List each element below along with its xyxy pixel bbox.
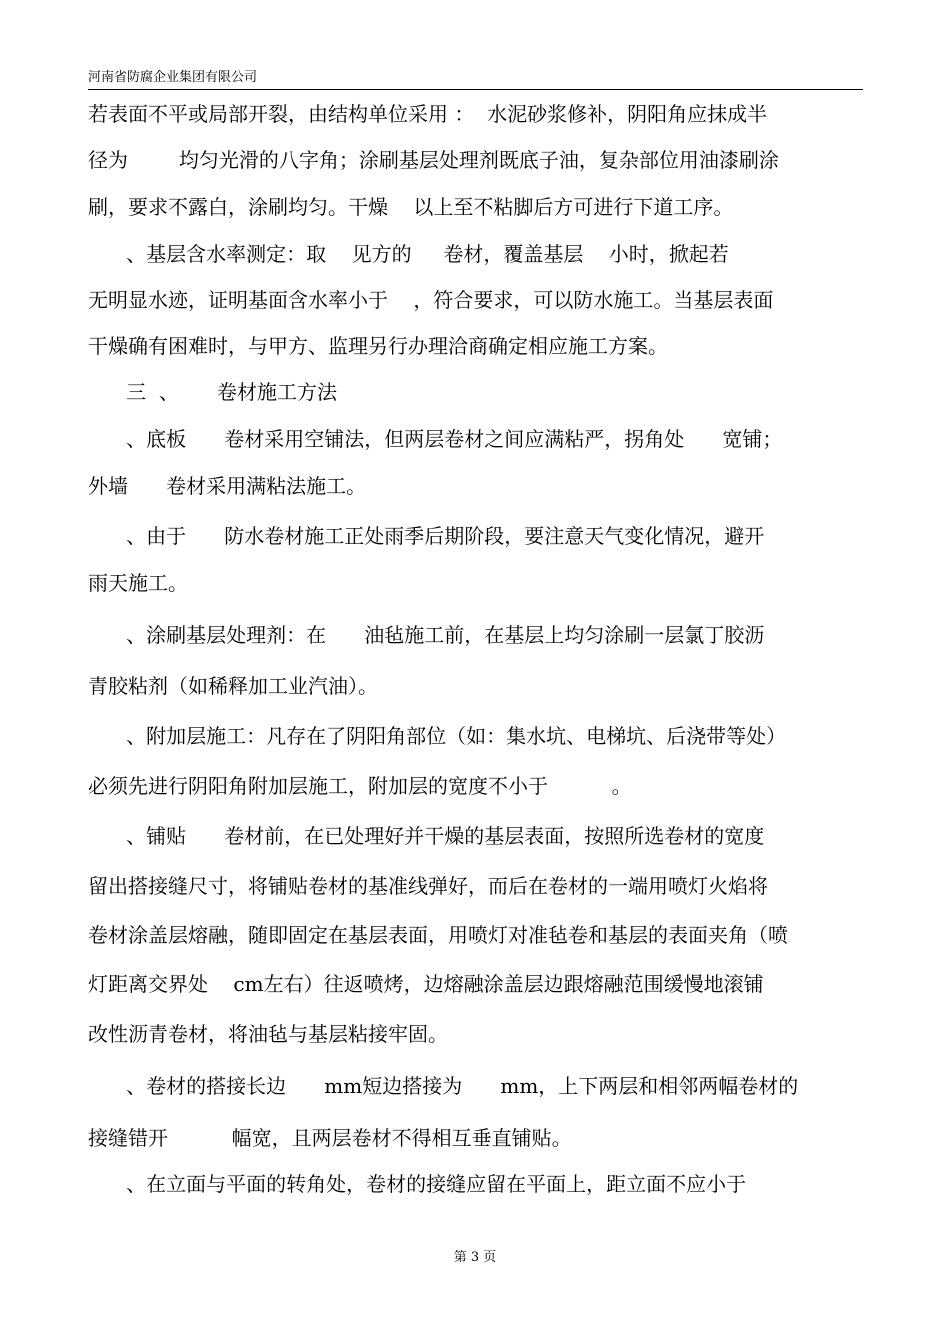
body-line: 干燥确有困难时，与甲方、监理另行办理洽商确定相应施工方案。 — [88, 334, 668, 358]
body-line: 必须先进行阴阳角附加层施工，附加层的宽度不小于 。 — [88, 774, 632, 798]
page-header-company: 河南省防腐企业集团有限公司 — [88, 70, 258, 85]
body-line: 、铺贴 卷材前，在已处理好并干燥的基层表面，按照所选卷材的宽度 — [88, 824, 765, 848]
body-line: 径为 均匀光滑的八字角；涂刷基层处理剂既底子油，复杂部位用油漆刷涂 — [88, 148, 779, 172]
body-line: 改性沥青卷材，将油毡与基层粘接牢固。 — [88, 1022, 448, 1046]
body-line: 外墙 卷材采用满粘法施工。 — [88, 474, 367, 498]
body-line: 、卷材的搭接长边 mm短边搭接为 mm，上下两层和相邻两幅卷材的 — [88, 1074, 799, 1098]
body-line: 、涂刷基层处理剂：在 油毡施工前，在基层上均匀涂刷一层氯丁胶沥 — [88, 623, 765, 647]
body-line: 留出搭接缝尺寸，将铺贴卷材的基准线弹好，而后在卷材的一端用喷灯火焰将 — [88, 874, 768, 898]
body-line: 、基层含水率测定：取 见方的 卷材，覆盖基层 小时，掀起若 — [88, 242, 729, 266]
body-line: 卷材涂盖层熔融，随即固定在基层表面，用喷灯对准毡卷和基层的表面夹角（喷 — [88, 923, 788, 947]
body-line: 接缝错开 幅宽，且两层卷材不得相互垂直铺贴。 — [88, 1126, 572, 1150]
body-line: 、在立面与平面的转角处，卷材的接缝应留在平面上，距立面不应小于 — [88, 1172, 747, 1196]
body-line: 灯距离交界处 cm左右）往返喷烤，边熔融涂盖层边跟熔融范围缓慢地滚铺 — [88, 972, 764, 996]
section-heading: 三 、 卷材施工方法 — [88, 380, 338, 404]
body-line: 无明显水迹，证明基面含水率小于 ，符合要求，可以防水施工。当基层表面 — [88, 288, 774, 312]
body-line: 刷，要求不露白，涂刷均匀。干燥 以上至不粘脚后方可进行下道工序。 — [88, 195, 734, 219]
page-number: 第 3 页 — [453, 1250, 497, 1265]
header-divider — [88, 89, 863, 90]
body-line: 青胶粘剂（如稀释加工业汽油）。 — [88, 674, 378, 698]
body-line: 、底板 卷材采用空铺法，但两层卷材之间应满粘严，拐角处 宽铺； — [88, 427, 783, 451]
body-line: 若表面不平或局部开裂，由结构单位采用 ： 水泥砂浆修补，阴阳角应抹成半 — [88, 102, 768, 126]
body-line: 、附加层施工：凡存在了阴阳角部位（如：集水坑、电梯坑、后浇带等处） — [88, 724, 787, 748]
body-line: 、由于 防水卷材施工正处雨季后期阶段，要注意天气变化情况，避开 — [88, 524, 765, 548]
body-line: 雨天施工。 — [88, 571, 188, 595]
